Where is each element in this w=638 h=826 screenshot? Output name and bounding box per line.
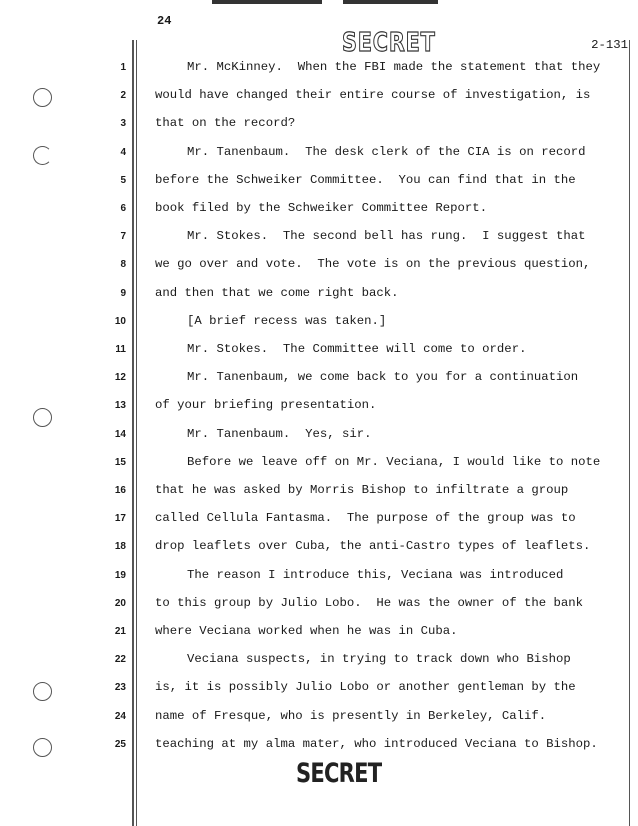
document-reference: 2-131 bbox=[591, 38, 628, 52]
transcript-line: we go over and vote. The vote is on the previous question, bbox=[155, 257, 591, 272]
transcript-line: name of Fresque, who is presently in Berkeley, Calif. bbox=[155, 708, 547, 723]
transcript-line: Mr. Tanenbaum. The desk clerk of the CIA is on record bbox=[187, 144, 586, 159]
line-number: 16 bbox=[114, 485, 126, 496]
transcript-line: Before we leave off on Mr. Veciana, I would like to note bbox=[187, 454, 601, 469]
punch-hole bbox=[33, 146, 52, 165]
transcript-line: would have changed their entire course of investigation, is bbox=[155, 88, 591, 103]
redaction-mark bbox=[343, 0, 438, 4]
punch-hole bbox=[33, 682, 52, 701]
transcript-line: is, it is possibly Julio Lobo or another gentleman by the bbox=[155, 680, 576, 695]
transcript-line: Mr. Stokes. The Committee will come to order. bbox=[187, 342, 527, 356]
redaction-mark bbox=[212, 0, 322, 4]
page-number: 24 bbox=[157, 14, 172, 28]
line-number: 18 bbox=[114, 541, 126, 553]
line-number: 10 bbox=[114, 315, 126, 327]
line-number: 14 bbox=[114, 428, 126, 440]
line-number: 22 bbox=[114, 654, 126, 666]
transcript-line: drop leaflets over Cuba, the anti-Castro types of leaflets. bbox=[155, 539, 591, 554]
right-rule bbox=[629, 40, 630, 826]
transcript-line: called Cellula Fantasma. The purpose of the group was to bbox=[155, 511, 576, 526]
transcript-line: Mr. McKinney. When the FBI made the statement that they bbox=[187, 60, 601, 74]
line-number: 20 bbox=[114, 597, 126, 609]
secret-stamp-top: SECRET bbox=[342, 28, 436, 58]
transcript-line: [A brief recess was taken.] bbox=[187, 313, 387, 328]
margin-rule bbox=[136, 40, 137, 826]
punch-hole bbox=[33, 88, 52, 107]
transcript-line: Mr. Tanenbaum. Yes, sir. bbox=[187, 426, 372, 441]
line-number: 11 bbox=[115, 344, 126, 355]
transcript-line: of your briefing presentation. bbox=[155, 398, 377, 413]
transcript-line: and then that we come right back. bbox=[155, 285, 399, 300]
line-number: 3 bbox=[120, 118, 126, 130]
line-number: 5 bbox=[120, 174, 126, 186]
line-number: 17 bbox=[114, 513, 126, 525]
transcript-line: Mr. Stokes. The second bell has rung. I suggest that bbox=[187, 229, 586, 244]
line-number: 8 bbox=[120, 259, 126, 271]
line-number: 6 bbox=[120, 203, 126, 214]
transcript-line: The reason I introduce this, Veciana was introduced bbox=[187, 567, 564, 582]
transcript-line: teaching at my alma mater, who introduced Veciana to Bishop. bbox=[155, 736, 598, 751]
transcript-line: Mr. Tanenbaum, we come back to you for a continuation bbox=[187, 370, 579, 385]
line-number: 12 bbox=[114, 372, 126, 384]
line-number: 13 bbox=[114, 400, 126, 412]
transcript-line: Veciana suspects, in trying to track down who Bishop bbox=[187, 652, 571, 667]
line-number: 25 bbox=[114, 738, 126, 750]
line-number: 1 bbox=[120, 62, 126, 73]
line-number: 4 bbox=[120, 146, 126, 158]
line-number: 15 bbox=[114, 456, 126, 468]
line-number: 7 bbox=[120, 231, 126, 243]
transcript-line: that he was asked by Morris Bishop to infiltrate a group bbox=[155, 483, 569, 497]
line-number: 23 bbox=[114, 682, 126, 694]
transcript-line: to this group by Julio Lobo. He was the owner of the bank bbox=[155, 595, 584, 610]
transcript-line: where Veciana worked when he was in Cuba. bbox=[155, 624, 458, 638]
transcript-line: book filed by the Schweiker Committee Report. bbox=[155, 201, 488, 215]
line-number: 19 bbox=[114, 569, 126, 581]
line-number: 2 bbox=[120, 90, 126, 102]
line-number: 9 bbox=[120, 287, 126, 299]
transcript-line: that on the record? bbox=[155, 116, 296, 131]
secret-stamp-bottom: SECRET bbox=[296, 758, 382, 789]
line-number: 21 bbox=[114, 626, 126, 637]
punch-hole bbox=[33, 408, 52, 427]
transcript-line: before the Schweiker Committee. You can find that in the bbox=[155, 172, 576, 187]
line-number: 24 bbox=[114, 710, 126, 722]
punch-hole bbox=[33, 738, 52, 757]
margin-rule bbox=[132, 40, 134, 826]
